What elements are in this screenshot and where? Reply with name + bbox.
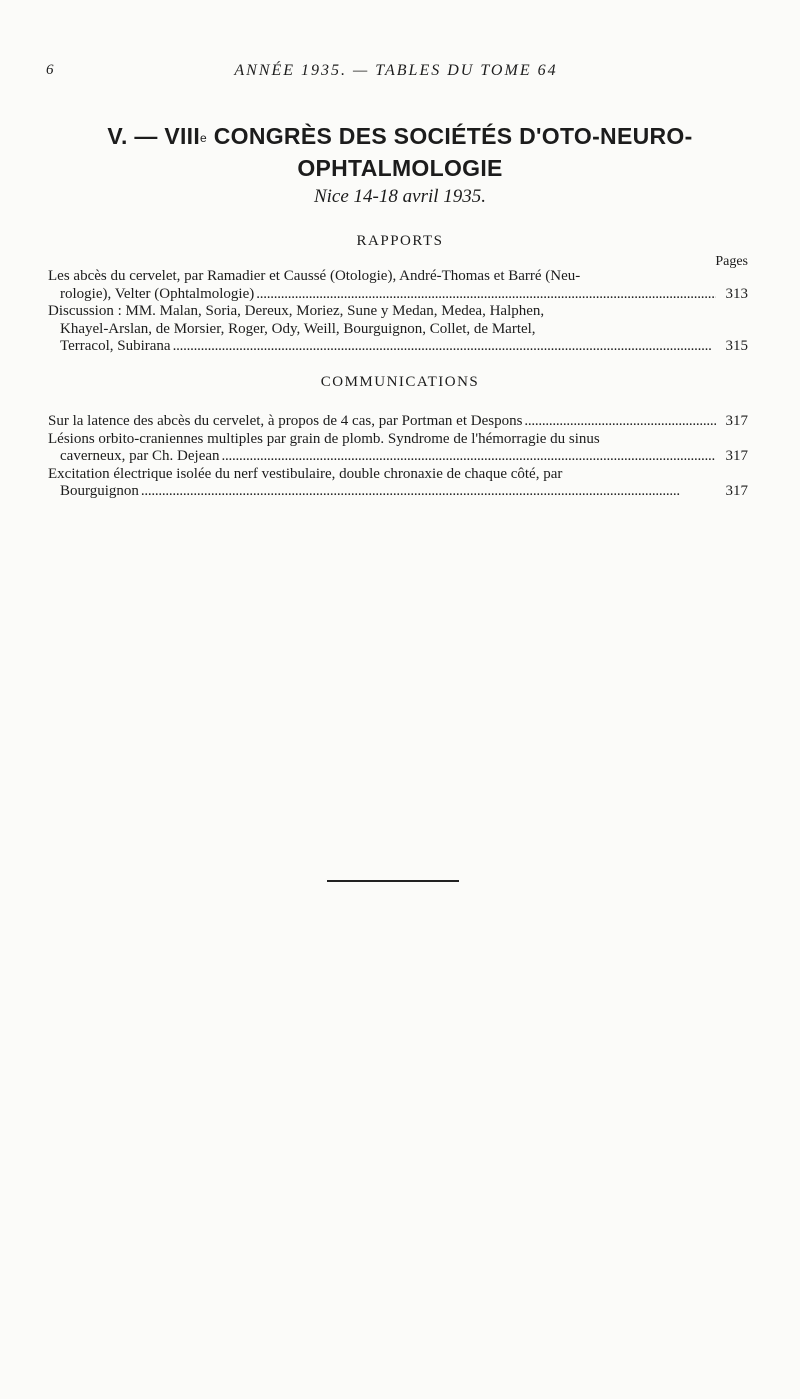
- closing-rule: [327, 880, 459, 882]
- section-title-prefix: V. — VIII: [107, 123, 201, 149]
- toc-entry-text: Sur la latence des abcès du cervelet, à propos de 4 cas, par Portman et Despons: [48, 413, 523, 429]
- dot-leader: [141, 483, 716, 501]
- section-title-line-1: [40, 120, 760, 152]
- toc-entry: [48, 303, 748, 356]
- running-head-title: ANNÉE 1935. — TABLES DU TOME 64: [234, 62, 558, 79]
- pages-column-label: Pages: [715, 254, 748, 269]
- toc-entry-final-line: [48, 448, 748, 466]
- dot-leader: [524, 413, 716, 431]
- communications-entries: [48, 413, 748, 501]
- toc-entry-text: Bourguignon: [60, 483, 139, 499]
- toc-page-number: 317: [725, 448, 748, 464]
- section-subtitle: Nice 14-18 avril 1935.: [313, 186, 487, 207]
- toc-entry: [48, 466, 748, 501]
- toc-entry-line: Khayel-Arslan, de Morsier, Roger, Ody, Weill, Bourguignon, Collet, de Martel,: [60, 320, 536, 337]
- dot-leader: [222, 448, 716, 466]
- running-head: [46, 62, 746, 84]
- toc-entry-final-line: [48, 483, 748, 501]
- toc-entry-final-line: [48, 413, 748, 431]
- toc-entry: [48, 413, 748, 431]
- communications-heading: COMMUNICATIONS: [320, 374, 480, 390]
- section-title-rest: CONGRÈS DES SOCIÉTÉS D'OTO-NEURO-: [207, 123, 693, 149]
- toc-entry-final-line: [48, 338, 748, 356]
- toc-entry-final-line: [48, 286, 748, 304]
- rapports-entries: [48, 268, 748, 356]
- toc-entry-line: Les abcès du cervelet, par Ramadier et Caussé (Otologie), André-Thomas et Barré (Neu-: [48, 268, 581, 284]
- rapports-heading: RAPPORTS: [356, 233, 444, 249]
- toc-page-number: 315: [725, 338, 748, 354]
- toc-page-number: 317: [725, 483, 748, 499]
- section-title: [40, 120, 760, 184]
- toc-page-number: 313: [725, 285, 748, 302]
- toc-entry-line: Discussion : MM. Malan, Soria, Dereux, Moriez, Sune y Medan, Medea, Halphen,: [48, 303, 545, 319]
- toc-entry: [48, 268, 748, 303]
- toc-entry-text: rologie), Velter (Ophtalmologie): [60, 285, 255, 302]
- toc-entry-text: caverneux, par Ch. Dejean: [60, 448, 220, 464]
- toc-entry-line: Excitation électrique isolée du nerf vestibulaire, double chronaxie de chaque côté, par: [48, 465, 563, 482]
- dot-leader: [173, 338, 716, 356]
- dot-leader: [256, 286, 716, 304]
- page-number: 6: [46, 62, 54, 78]
- toc-page-number: 317: [725, 413, 748, 429]
- ordinal-superscript: e: [200, 131, 208, 145]
- section-title-line-2: OPHTALMOLOGIE: [297, 155, 503, 181]
- toc-entry-line: Lésions orbito-craniennes multiples par grain de plomb. Syndrome de l'hémorragie du sinus: [48, 430, 600, 447]
- toc-entry: [48, 431, 748, 466]
- toc-entry-text: Terracol, Subirana: [60, 338, 171, 354]
